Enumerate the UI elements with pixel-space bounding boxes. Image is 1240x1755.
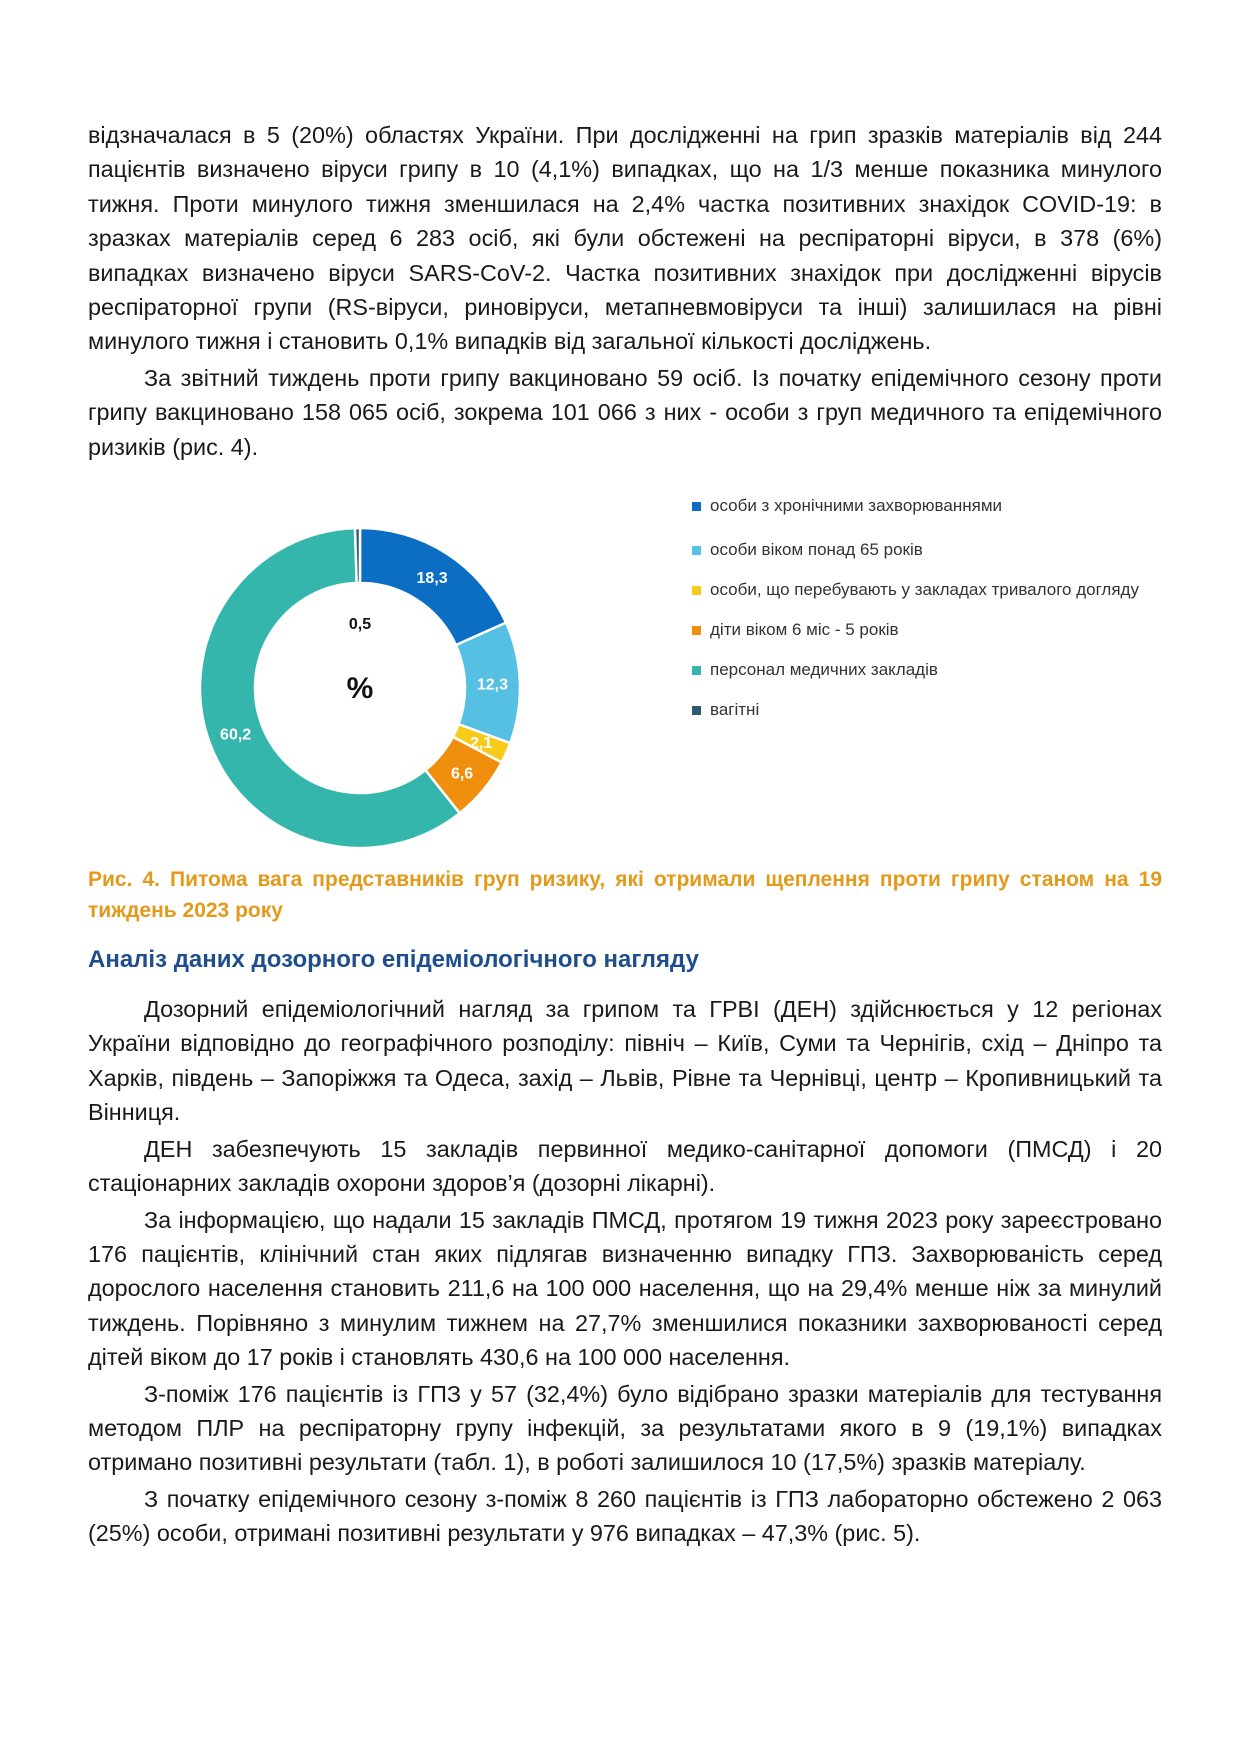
intro-paragraph: відзначалася в 5 (20%) областях України. При дослідженні на грип зразків матеріалів від 244 пацієнтів визначено віруси грипу в 10 (4,1%) випадках, що на 1/3 менше показника минулого тижня. Проти минулого тижня зменшилася на 2,4% частка позитивних знахідок COVID-19: в зразках матеріалів серед 6 283 осіб, які були обстежені на респіраторні віруси, в 378 (6%) випадках визначено віруси SARS-CoV-2. Частка позитивних знахідок при дослідженні вірусів респіраторної групи (RS-віруси, риновіруси, метапневмовіруси та інші) залишилася на рівні минулого тижня і становить 0,1% випадків від загальної кількості досліджень. <box>88 122 1162 355</box>
donut-value-label-5: 0,5 <box>348 616 372 634</box>
legend-label-3: діти віком 6 міс - 5 років <box>710 620 899 640</box>
legend-item-3 <box>692 620 1150 640</box>
paragraph-pcr-testing: З-поміж 176 пацієнтів із ГПЗ у 57 (32,4%) було відібрано зразки матеріалів для тестування методом ПЛР на респіраторну групу інфекцій, за результатами якого в 9 (19,1%) випадках отримано позитивні результати (табл. 1), в роботі залишилося 10 (17,5%) зразків матеріалу. <box>88 1380 1162 1476</box>
legend-item-1 <box>692 540 1150 560</box>
document-page <box>88 118 1162 1551</box>
donut-chart-svg <box>88 470 648 862</box>
paragraph-season-summary: З початку епідемічного сезону з-поміж 8 260 пацієнтів із ГПЗ лабораторно обстежено 2 063 (25%) особи, отримані позитивні результати у 976 випадках – 47,3% (рис. 5). <box>88 1485 1162 1547</box>
paragraph-den-facilities: ДЕН забезпечують 15 закладів первинної медико-санітарної допомоги (ПМСД) і 20 стаціонарних закладів охорони здоров’я (дозорні лікарні). <box>88 1135 1162 1197</box>
legend-label-4: персонал медичних закладів <box>710 660 938 680</box>
legend-label-5: вагітні <box>710 700 760 720</box>
donut-value-label-0: 18,3 <box>416 569 448 587</box>
legend-item-0 <box>692 496 1150 516</box>
legend-item-4 <box>692 660 1150 680</box>
legend-swatch-1 <box>692 546 701 555</box>
donut-value-label-4: 60,2 <box>220 726 252 744</box>
donut-center-label: % <box>346 672 374 706</box>
donut-value-label-1: 12,3 <box>476 676 508 694</box>
donut-value-label-3: 6,6 <box>450 765 474 783</box>
legend-item-5 <box>692 700 1150 720</box>
legend-swatch-4 <box>692 666 701 675</box>
legend-swatch-2 <box>692 586 701 595</box>
legend-swatch-0 <box>692 502 701 511</box>
donut-slice-5 <box>355 528 360 583</box>
paragraph-sentinel: Дозорний епідеміологічний нагляд за грипом та ГРВІ (ДЕН) здійснюється у 12 регіонах України відповідно до географічного розподілу: північ – Київ, Суми та Чернігів, схід – Дніпро та Харків, південь – Запоріжжя та Одеса, захід – Львів, Рівне та Чернівці, центр – Кропивницький та Вінниця. <box>88 996 1162 1126</box>
vaccination-paragraph: За звітний тиждень проти грипу вакциновано 59 осіб. Із початку епідемічного сезону проти грипу вакциновано 158 065 осіб, зокрема 101 066 з них - особи з груп медичного та епідемічного ризиків (рис. 4). <box>88 364 1162 460</box>
donut-value-label-2: 2,1 <box>469 734 493 752</box>
legend-swatch-5 <box>692 706 701 715</box>
legend-label-2: особи, що перебувають у закладах тривалого догляду <box>710 580 1139 600</box>
legend-label-1: особи віком понад 65 років <box>710 540 923 560</box>
legend-swatch-3 <box>692 626 701 635</box>
donut-chart <box>88 470 1162 862</box>
legend-item-2 <box>692 580 1150 600</box>
figure-caption: Рис. 4. Питома вага представників груп ризику, які отримали щеплення проти грипу станом на 19 тиждень 2023 року <box>88 868 1162 923</box>
legend-label-0: особи з хронічними захворюваннями <box>710 496 1003 516</box>
section-heading: Аналіз даних дозорного епідеміологічного нагляду <box>88 946 699 974</box>
paragraph-pmsd-info: За інформацією, що надали 15 закладів ПМСД, протягом 19 тижня 2023 року зареєстровано 176 пацієнтів, клінічний стан яких підлягав визначенню випадку ГПЗ. Захворюваність серед дорослого населення становить 211,6 на 100 000 населення, що на 29,4% менше ніж за минулий тиждень. Порівняно з минулим тижнем на 27,7% зменшилися показники захворюваності серед дітей віком до 17 років і становлять 430,6 на 100 000 населення. <box>88 1206 1162 1371</box>
